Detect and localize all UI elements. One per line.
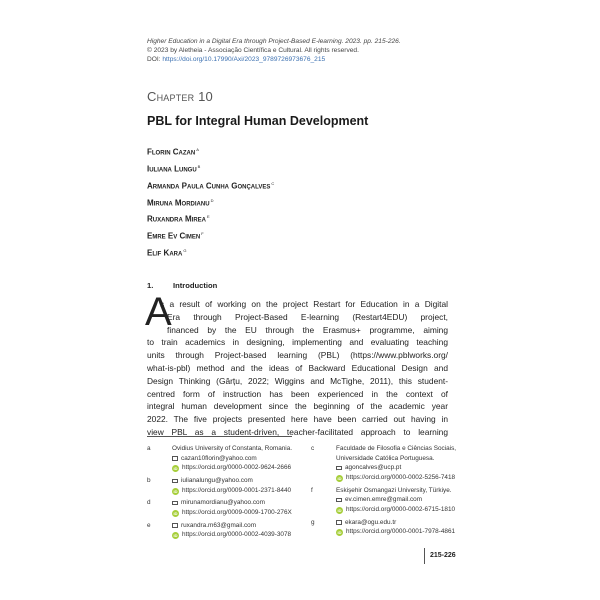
- author-name: [147, 143, 274, 160]
- footnote-text: ev.cimen.emre@gmail.com: [345, 496, 423, 504]
- orcid-icon: iD: [173, 466, 178, 472]
- orcid-icon: iD: [337, 530, 342, 536]
- footnote-label: b: [147, 477, 151, 484]
- footnote-rule: [147, 436, 292, 437]
- author-affiliation-marker: c: [271, 180, 275, 187]
- orcid-icon: iD: [173, 488, 178, 494]
- footnote-label: a: [147, 445, 151, 452]
- body-line: integral human development since the beginning of the academic year: [147, 401, 448, 412]
- author-name-text: Florin Cazan: [147, 147, 196, 157]
- footnote-orcid[interactable]: [172, 463, 291, 473]
- body-line: what-is-pbl) method and the ideas of Backward Educational Design and: [147, 362, 448, 373]
- body-line: s a result of working on the project Restart for Education in a Digital: [160, 299, 448, 309]
- footnote-orcid[interactable]: [336, 505, 455, 515]
- author-name: [147, 210, 274, 227]
- footnote-email[interactable]: [172, 476, 253, 486]
- mail-icon: [172, 523, 178, 528]
- doi-link[interactable]: https://doi.org/10.17990/Axi/2023_9789726973676_215: [162, 56, 326, 63]
- mail-icon: [172, 501, 178, 506]
- mail-icon: [172, 456, 178, 461]
- meta-line-2: © 2023 by Aletheia - Associação Científica e Cultural. All rights reserved.: [147, 47, 359, 54]
- body-line: view PBL as a student-driven, teacher-facilitated approach to learning: [147, 426, 448, 437]
- author-name: [147, 244, 274, 261]
- footnote-orcid[interactable]: [336, 473, 455, 483]
- footnote-text: iulianalungu@yahoo.com: [181, 477, 253, 484]
- footnote-text: cazan10florin@yahoo.com: [181, 454, 257, 462]
- footnote-text: https://orcid.org/0000-0002-9624-2666: [182, 464, 292, 472]
- footnote-label: d: [147, 499, 151, 507]
- footnote-text: agoncalves@ucp.pt: [345, 464, 402, 472]
- footnote-text: https://orcid.org/0009-0009-1700-276X: [182, 509, 292, 516]
- page-range-divider: [424, 548, 425, 564]
- orcid-icon: iD: [173, 533, 178, 539]
- orcid-icon: iD: [337, 507, 342, 513]
- footnote-text: ruxandra.m63@gmail.com: [181, 521, 257, 529]
- footnote-text: ekara@ogu.edu.tr: [345, 518, 397, 526]
- author-name-text: Miruna Mordianu: [147, 198, 210, 208]
- meta-line-3: [147, 55, 401, 64]
- footnote-orcid[interactable]: [172, 530, 291, 540]
- page-title: PBL for Integral Human Development: [147, 114, 369, 128]
- footnote-label: e: [147, 521, 151, 529]
- doi-label: DOI:: [147, 56, 163, 63]
- footnote-text: Ovidius University of Constanta, Romania.: [172, 445, 293, 452]
- footnote-text: https://orcid.org/0000-0002-4039-3078: [182, 531, 292, 539]
- footnote-text: Eskişehir Osmangazi University, Türkiye.: [336, 486, 452, 494]
- meta-line-1: Higher Education in a Digital Era through Project-Based E-learning. 2023. pp. 215-226.: [147, 38, 401, 45]
- footnote-label: g: [311, 518, 315, 526]
- footnote-orcid[interactable]: [172, 486, 291, 496]
- body-line: units through Project-based learning (PBL) (https://www.pblworks.org/: [147, 350, 448, 361]
- body-line: financed by the EU through the Erasmus+ programme, aiming: [167, 324, 448, 335]
- author-name-text: Elif Kara: [147, 248, 183, 258]
- author-name-text: Emre Ev Cimen: [147, 231, 201, 241]
- chapter-label: Chapter 10: [147, 89, 213, 104]
- footnote-affiliation: [336, 486, 452, 496]
- body-line: to train academics in designing, implementing and evaluating teaching: [147, 337, 448, 348]
- section-number: 1.: [147, 281, 154, 290]
- author-affiliation-marker: f: [201, 231, 204, 238]
- author-name-text: Ruxandra Mirea: [147, 215, 206, 225]
- author-affiliation-marker: a: [196, 147, 199, 153]
- section-heading: [147, 281, 217, 290]
- mail-icon: [336, 466, 342, 471]
- author-name: [147, 194, 274, 211]
- footnote-text: Faculdade de Filosofia e Ciências Sociais,: [336, 445, 457, 452]
- author-affiliation-marker: b: [197, 163, 201, 170]
- author-name: [147, 227, 274, 244]
- footnote-email[interactable]: [172, 521, 256, 531]
- author-name: [147, 177, 274, 194]
- footnote-label: f: [311, 486, 313, 494]
- footnote-affiliation: [336, 444, 456, 454]
- drop-cap: A: [145, 290, 172, 334]
- orcid-icon: iD: [337, 475, 342, 481]
- footnote-text: mirunamordianu@yahoo.com: [181, 499, 265, 507]
- author-affiliation-marker: e: [207, 214, 210, 221]
- footnote-label: c: [311, 445, 315, 452]
- footnote-text: https://orcid.org/0000-0001-7978-4861: [346, 528, 456, 536]
- footnote-affiliation: [336, 454, 434, 464]
- footnote-orcid[interactable]: [336, 527, 455, 537]
- author-name: [147, 160, 274, 177]
- footnote-email[interactable]: [172, 454, 257, 464]
- section-title: Introduction: [173, 281, 218, 290]
- footnote-email[interactable]: [172, 498, 265, 508]
- author-name-text: Iuliana Lungu: [147, 164, 197, 174]
- body-line: centred form of instruction has been experienced in the context of: [147, 388, 448, 399]
- footnote-email[interactable]: [336, 495, 422, 505]
- author-affiliation-marker: g: [183, 248, 187, 255]
- footnote-text: https://orcid.org/0009-0001-2371-8440: [182, 486, 292, 494]
- footnote-affiliation: [172, 444, 292, 454]
- footnote-text: https://orcid.org/0000-0002-5256-7418: [346, 473, 456, 481]
- mail-icon: [336, 520, 342, 525]
- body-text: [147, 298, 448, 439]
- author-name-text: Armanda Paula Cunha Gonçalves: [147, 181, 271, 191]
- author-list: [147, 143, 274, 261]
- mail-icon: [172, 479, 178, 484]
- publication-meta: [147, 37, 401, 64]
- author-affiliation-marker: d: [210, 197, 214, 204]
- footnote-text: https://orcid.org/0000-0002-6715-1810: [346, 505, 456, 513]
- page-range: 215-226: [430, 552, 456, 559]
- body-line: 2022. The five projects presented here have been carried out having in: [147, 414, 448, 425]
- footnote-text: Universidade Católica Portuguesa.: [336, 454, 435, 462]
- body-line: Era through Project-Based E-learning (Restart4EDU) project,: [167, 311, 448, 322]
- footnote-email[interactable]: [336, 463, 401, 473]
- orcid-icon: iD: [173, 511, 178, 516]
- body-line: Design Thinking (Gârțu, 2022; Wiggins and McTighe, 2011), this student-: [147, 375, 448, 386]
- footnote-email[interactable]: [336, 518, 396, 528]
- mail-icon: [336, 498, 342, 503]
- footnote-orcid[interactable]: [172, 508, 292, 518]
